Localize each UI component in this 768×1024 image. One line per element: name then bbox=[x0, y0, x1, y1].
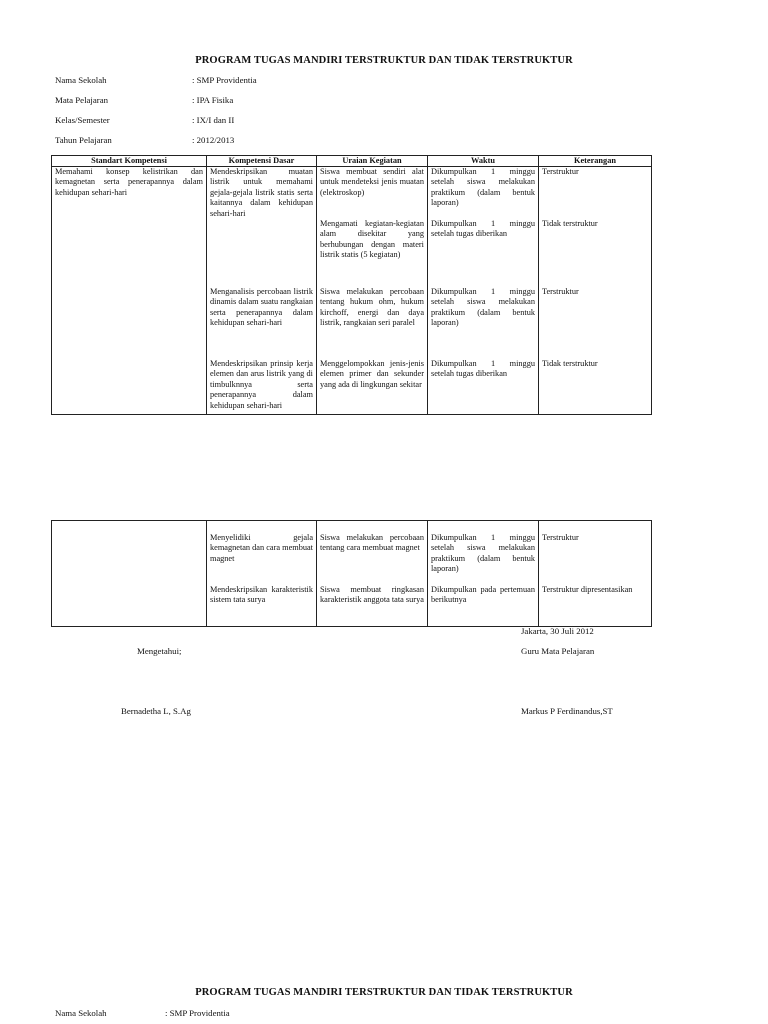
cell-standart-kompetensi bbox=[52, 521, 207, 575]
table-row bbox=[52, 167, 652, 220]
meta-label: Nama Sekolah bbox=[55, 75, 107, 85]
meta-value: : SMP Providentia bbox=[165, 1008, 230, 1018]
cell-uraian-kegiatan: Siswa membuat ringkasan karakteristik anggota tata surya bbox=[317, 575, 428, 627]
header-waktu: Waktu bbox=[428, 156, 539, 167]
cell-uraian-kegiatan: Siswa melakukan percobaan tentang hukum ohm, hukum kirchoff, energi dan daya listrik, rangkaian seri paralel bbox=[317, 287, 428, 359]
cell-kompetensi-dasar bbox=[207, 219, 317, 287]
acknowledged-label: Mengetahui; bbox=[137, 646, 182, 656]
document-title-next-page: PROGRAM TUGAS MANDIRI TERSTRUKTUR DAN TIDAK TERSTRUKTUR bbox=[195, 987, 573, 998]
table-row bbox=[52, 219, 652, 287]
cell-standart-kompetensi bbox=[52, 219, 207, 287]
cell-waktu: Dikumpulkan 1 minggu setelah tugas diberikan bbox=[428, 359, 539, 414]
cell-keterangan: Terstruktur bbox=[539, 167, 652, 220]
header-keterangan: Keterangan bbox=[539, 156, 652, 167]
cell-waktu: Dikumpulkan pada pertemuan berikutnya bbox=[428, 575, 539, 627]
program-table-continued bbox=[51, 520, 652, 627]
cell-standart-kompetensi: Memahami konsep kelistrikan dan kemagnetan serta penerapannya dalam kehidupan sehari-hari bbox=[52, 167, 207, 220]
meta-value: : SMP Providentia bbox=[192, 75, 257, 85]
meta-label: Kelas/Semester bbox=[55, 115, 110, 125]
header-standart-kompetensi: Standart Kompetensi bbox=[52, 156, 207, 167]
meta-value: : IPA Fisika bbox=[192, 95, 234, 105]
cell-keterangan: Terstruktur dipresentasikan bbox=[539, 575, 652, 627]
meta-label: Mata Pelajaran bbox=[55, 95, 109, 105]
table-row bbox=[52, 287, 652, 359]
cell-kompetensi-dasar: Mendeskripsikan muatan listrik untuk memahami gejala-gejala listrik statis serta kaitannya dalam kehidupan sehari-hari bbox=[207, 167, 317, 220]
cell-uraian-kegiatan: Menggelompokkan jenis-jenis elemen primer dan sekunder yang ada di lingkungan sekitar bbox=[317, 359, 428, 414]
program-table bbox=[51, 155, 652, 415]
cell-waktu: Dikumpulkan 1 minggu setelah siswa melakukan praktikum (dalam bentuk laporan) bbox=[428, 287, 539, 359]
cell-uraian-kegiatan: Siswa membuat sendiri alat untuk mendeteksi jenis muatan (elektroskop) bbox=[317, 167, 428, 220]
header-kompetensi-dasar: Kompetensi Dasar bbox=[207, 156, 317, 167]
meta-value: : 2012/2013 bbox=[192, 135, 235, 145]
cell-kompetensi-dasar: Menyelidiki gejala kemagnetan dan cara membuat magnet bbox=[207, 521, 317, 575]
cell-uraian-kegiatan: Mengamati kegiatan-kegiatan alam disekitar yang berhubungan dengan materi listrik statis (5 kegiatan) bbox=[317, 219, 428, 287]
table-row bbox=[52, 575, 652, 627]
cell-waktu: Dikumpulkan 1 minggu setelah tugas diberikan bbox=[428, 219, 539, 287]
cell-waktu: Dikumpulkan 1 minggu setelah siswa melakukan praktikum (dalam bentuk laporan) bbox=[428, 167, 539, 220]
cell-uraian-kegiatan: Siswa melakukan percobaan tentang cara membuat magnet bbox=[317, 521, 428, 575]
teacher-label: Guru Mata Pelajaran bbox=[521, 646, 595, 656]
principal-name: Bernadetha L, S.Ag bbox=[121, 706, 191, 716]
cell-waktu: Dikumpulkan 1 minggu setelah siswa melakukan praktikum (dalam bentuk laporan) bbox=[428, 521, 539, 575]
teacher-name: Markus P Ferdinandus,ST bbox=[521, 706, 613, 716]
cell-kompetensi-dasar: Menganalisis percobaan listrik dinamis dalam suatu rangkaian serta penerapannya dalam kehidupan sehari-hari bbox=[207, 287, 317, 359]
table-row bbox=[52, 521, 652, 575]
place-date: Jakarta, 30 Juli 2012 bbox=[521, 626, 594, 636]
cell-standart-kompetensi bbox=[52, 287, 207, 359]
cell-standart-kompetensi bbox=[52, 575, 207, 627]
cell-keterangan: Terstruktur bbox=[539, 521, 652, 575]
cell-kompetensi-dasar: Mendeskripsikan karakteristik sistem tata surya bbox=[207, 575, 317, 627]
table-header-row bbox=[52, 156, 652, 167]
meta-label: Nama Sekolah bbox=[55, 1008, 107, 1018]
cell-kompetensi-dasar: Mendeskripsikan prinsip kerja elemen dan arus listrik yang di timbulknnya serta penerapannya dalam kehidupan sehari-hari bbox=[207, 359, 317, 414]
cell-standart-kompetensi bbox=[52, 359, 207, 414]
document-title: PROGRAM TUGAS MANDIRI TERSTRUKTUR DAN TIDAK TERSTRUKTUR bbox=[195, 55, 573, 66]
meta-label: Tahun Pelajaran bbox=[55, 135, 112, 145]
meta-value: : IX/I dan II bbox=[192, 115, 235, 125]
cell-keterangan: Tidak terstruktur bbox=[539, 219, 652, 287]
header-uraian-kegiatan: Uraian Kegiatan bbox=[317, 156, 428, 167]
cell-keterangan: Tidak terstruktur bbox=[539, 359, 652, 414]
table-row bbox=[52, 359, 652, 414]
cell-keterangan: Terstruktur bbox=[539, 287, 652, 359]
